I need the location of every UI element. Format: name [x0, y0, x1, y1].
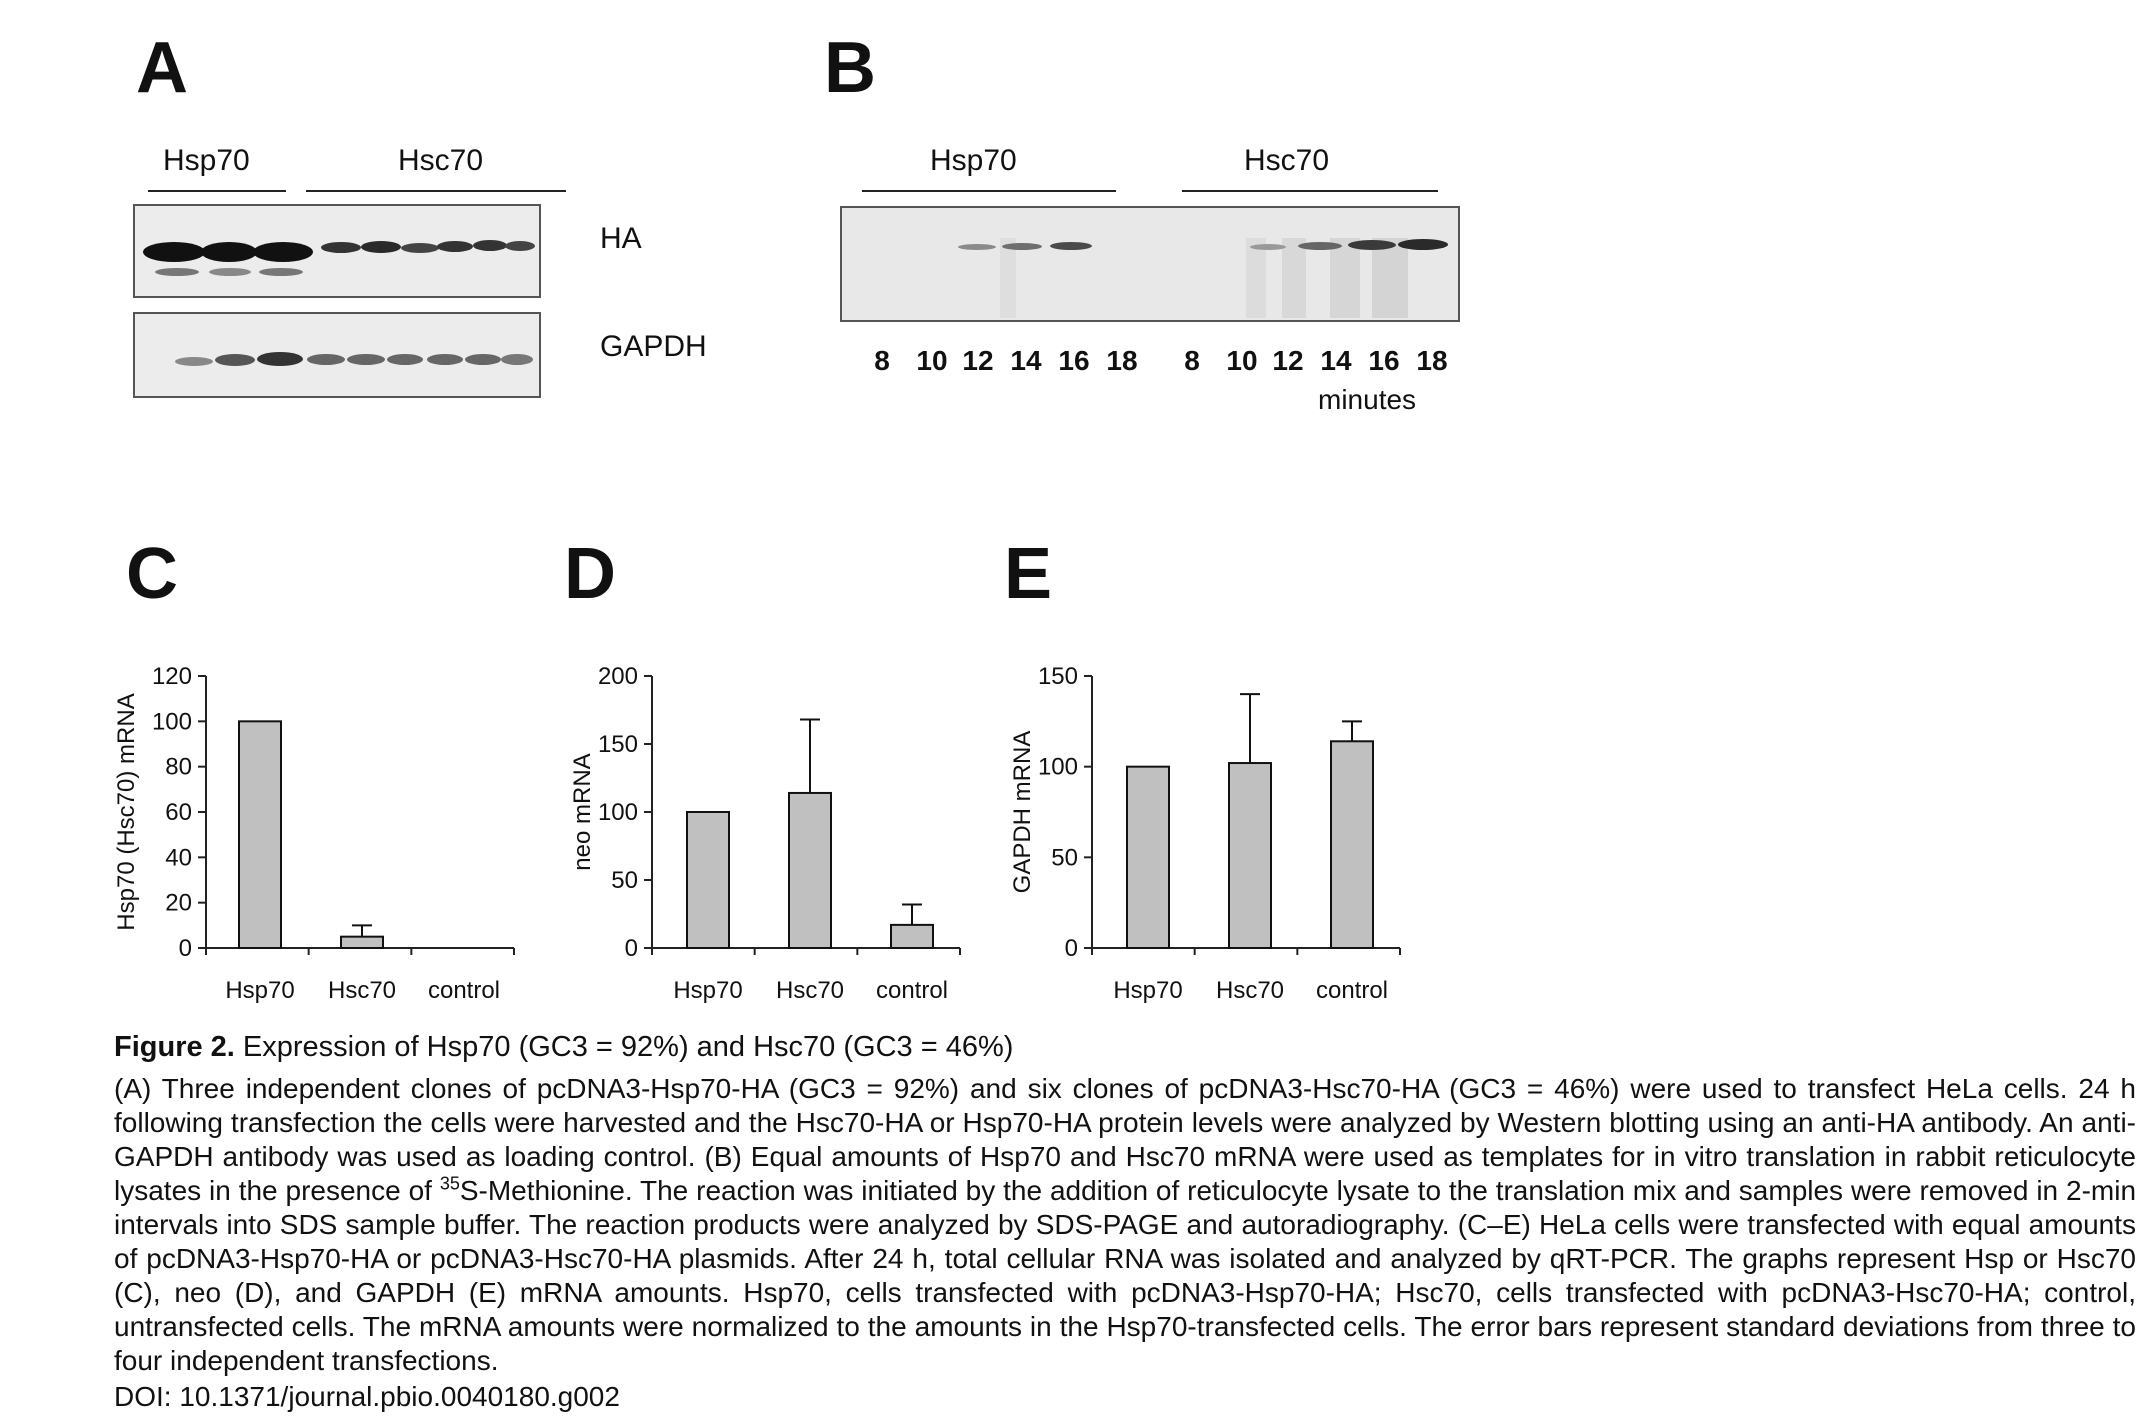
bar-control — [891, 925, 933, 948]
panel-label-d: D — [564, 534, 616, 614]
x-tick-label-hsc70: Hsc70 — [775, 977, 845, 1004]
lane-hsp-18: 18 — [1106, 345, 1138, 376]
row-label-gapdh: GAPDH — [600, 330, 707, 363]
group-rule-hsc70 — [306, 190, 566, 192]
group-label-hsc70: Hsc70 — [398, 144, 484, 177]
x-tick-label-control: control — [427, 977, 501, 1004]
bar-hsp70 — [1127, 767, 1169, 948]
y-tick-label: 0 — [1064, 935, 1078, 962]
panel-label-b: B — [824, 28, 876, 108]
unit-minutes: minutes — [1318, 384, 1417, 415]
caption-superscript: 35 — [439, 1173, 460, 1194]
y-tick-label: 50 — [1051, 844, 1078, 872]
group-label-hsp70: Hsp70 — [163, 144, 250, 177]
x-tick-label-hsp70: Hsp70 — [225, 977, 295, 1004]
y-tick-label: 60 — [165, 799, 192, 826]
y-tick-label: 40 — [165, 844, 192, 872]
translation-blot-strip — [840, 206, 1460, 322]
lane-hsc-8: 8 — [1184, 345, 1200, 376]
lane-hsc-16: 16 — [1368, 345, 1400, 376]
y-tick-label: 100 — [597, 799, 638, 826]
chart-d-neo-mrna — [550, 640, 990, 1010]
bar-control — [1331, 741, 1373, 948]
y-tick-label: 80 — [165, 753, 192, 781]
lane-hsc-18: 18 — [1416, 345, 1448, 376]
bar-hsc70 — [1229, 763, 1271, 948]
figure-label: Figure 2. — [114, 1031, 235, 1063]
lane-hsp-8: 8 — [874, 345, 890, 376]
group-label-hsc70-b: Hsc70 — [1244, 144, 1330, 177]
chart-c-hsp70-mrna — [100, 640, 540, 1010]
y-axis-label: Hsp70 (Hsc70) mRNA — [113, 693, 140, 931]
x-tick-label-hsp70: Hsp70 — [1113, 977, 1183, 1004]
gapdh-blot-strip — [133, 312, 541, 398]
group-rule-hsc70-b — [1182, 190, 1438, 192]
y-tick-label: 100 — [1037, 753, 1078, 781]
y-axis-label: GAPDH mRNA — [1009, 730, 1036, 894]
lane-hsc-10: 10 — [1226, 345, 1258, 376]
lane-hsp-14: 14 — [1010, 345, 1042, 376]
y-tick-label: 100 — [151, 708, 192, 736]
panel-label-a: A — [136, 28, 188, 108]
chart-e-gapdh-mrna — [990, 640, 1430, 1010]
caption-text-2: S-Methionine. The reaction was initiated by the addition of reticulocyte lysate to the translation mix and samples were removed in 2-min intervals into SDS sample buffer. The reaction products were analyzed by SDS-PAGE and autoradiography. (C–E) HeLa cells were transfected with equal amounts of pcDNA3-Hsp70-HA or pcDNA3-Hsc70-HA plasmids. After 24 h, total cellular RNA was isolated and analyzed by qRT-PCR. The graphs represent Hsp or Hsc70 (C), neo (D), and GAPDH (E) mRNA amounts. Hsp70, cells transfected with pcDNA3-Hsp70-HA; Hsc70, cells transfected with pcDNA3-Hsc70-HA; control, untransfected cells. The mRNA amounts were normalized to the amounts in the Hsp70-transfected cells. The error bars represent standard deviations from three to four independent transfections. — [114, 1175, 2137, 1376]
figure-doi: DOI: 10.1371/journal.pbio.0040180.g002 — [114, 1381, 620, 1412]
y-tick-label: 120 — [151, 663, 192, 690]
x-tick-label-hsc70: Hsc70 — [327, 977, 397, 1004]
y-tick-label: 150 — [597, 731, 638, 758]
bar-hsp70 — [239, 721, 281, 948]
y-tick-label: 150 — [1037, 663, 1078, 690]
x-tick-label-hsc70: Hsc70 — [1215, 977, 1285, 1004]
figure-caption-title — [114, 1030, 2136, 1064]
bar-hsc70 — [341, 937, 383, 948]
group-label-hsp70-b: Hsp70 — [930, 144, 1017, 177]
x-tick-label-hsp70: Hsp70 — [673, 977, 743, 1004]
lane-hsp-16: 16 — [1058, 345, 1090, 376]
lane-hsp-10: 10 — [916, 345, 948, 376]
bar-hsp70 — [687, 812, 729, 948]
ha-blot-strip — [133, 204, 541, 298]
group-rule-hsp70-b — [862, 190, 1116, 192]
y-tick-label: 200 — [597, 663, 638, 690]
lane-hsp-12: 12 — [962, 345, 994, 376]
y-tick-label: 0 — [178, 935, 192, 962]
lane-hsc-12: 12 — [1272, 345, 1304, 376]
x-tick-label-control: control — [875, 977, 949, 1004]
bar-hsc70 — [789, 793, 831, 948]
figure-title: Expression of Hsp70 (GC3 = 92%) and Hsc70 (GC3 = 46%) — [242, 1031, 1014, 1063]
row-label-ha: HA — [600, 222, 642, 255]
lane-hsc-14: 14 — [1320, 345, 1352, 376]
y-tick-label: 50 — [611, 867, 638, 894]
y-axis-label: neo mRNA — [569, 753, 596, 871]
caption-text-1: (A) Three independent clones of pcDNA3-Hsp70-HA (GC3 = 92%) and six clones of pcDNA3-Hsc70-HA (GC3 = 46%) were used to transfect HeLa cells. 24 h following transfection the cells were harvested and the Hsc70-HA or Hsp70-HA protein levels were analyzed by Western blotting using an anti-HA antibody. An anti-GAPDH antibody was used as loading control. (B) Equal amounts of Hsp70 and Hsc70 mRNA were used as templates for in vitro translation in rabbit reticulocyte lysates in the presence of — [114, 1073, 2136, 1206]
panel-label-c: C — [126, 534, 178, 614]
group-rule-hsp70 — [148, 190, 286, 192]
figure-caption-body — [114, 1072, 2136, 1378]
y-tick-label: 0 — [624, 935, 638, 962]
x-tick-label-control: control — [1315, 977, 1389, 1004]
y-tick-label: 20 — [165, 889, 192, 917]
panel-label-e: E — [1004, 534, 1053, 614]
